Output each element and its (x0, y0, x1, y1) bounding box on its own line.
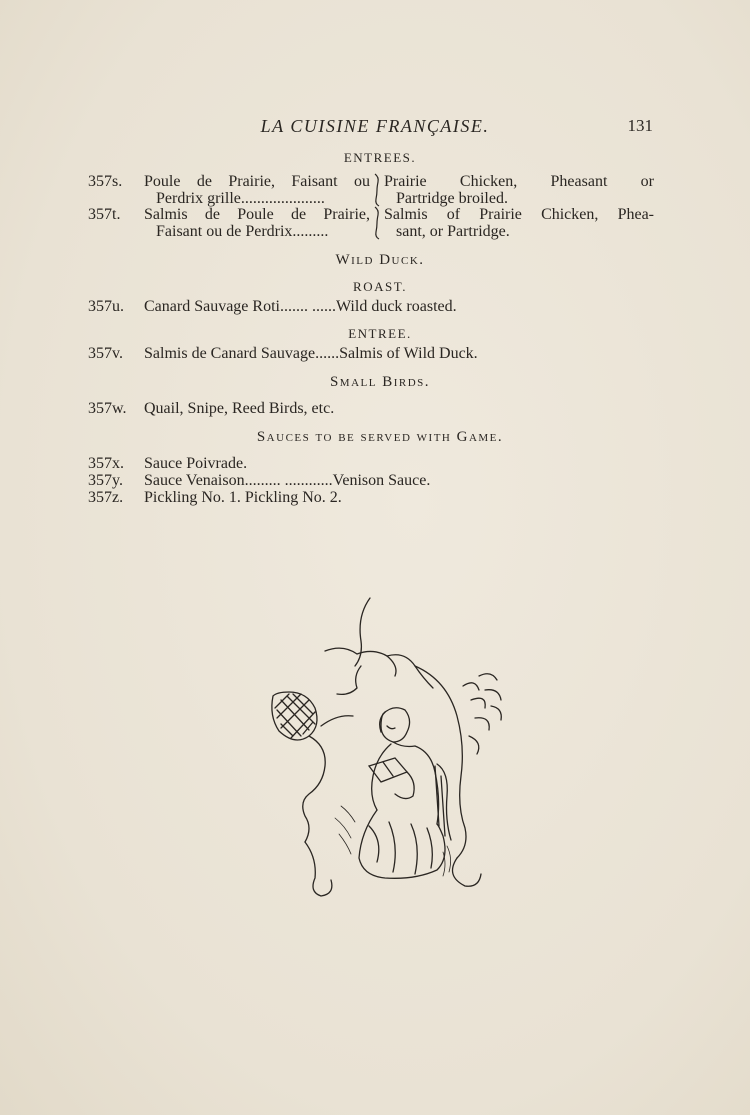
item-french-line-2: Perdrix grille..................... (156, 190, 325, 207)
item-number: 357z. (88, 489, 124, 506)
item-text: Pickling No. 1. Pickling No. 2. (144, 489, 342, 506)
section-heading-small-birds: Small Birds. (329, 374, 431, 390)
item-french-line-1: Salmis de Poule de Prairie, (144, 206, 370, 223)
item-english-line-1: Prairie Chicken, Pheasant or (384, 173, 654, 190)
menu-item-357z (88, 489, 658, 507)
item-number: 357t. (88, 206, 121, 223)
item-english-line-2: sant, or Partridge. (396, 223, 510, 240)
item-text: Canard Sauvage Roti....... ......Wild duck roasted. (144, 298, 457, 315)
item-number: 357v. (88, 345, 123, 362)
item-french-line-1: Poule de Prairie, Faisant ou (144, 173, 370, 190)
menu-item-357u (88, 298, 658, 316)
brace-icon (371, 206, 383, 244)
menu-item-357y (88, 472, 658, 490)
section-heading-entree: ENTREE. (348, 326, 412, 341)
section-heading-roast: ROAST. (353, 279, 407, 294)
item-text: Sauce Venaison......... ............Venison Sauce. (144, 472, 431, 489)
item-french-line-2: Faisant ou de Perdrix......... (156, 223, 329, 240)
menu-item-357v (88, 345, 658, 363)
item-text: Salmis de Canard Sauvage......Salmis of Wild Duck. (144, 345, 478, 362)
item-number: 357u. (88, 298, 124, 315)
item-text: Sauce Poivrade. (144, 455, 248, 472)
item-text: Quail, Snipe, Reed Birds, etc. (144, 400, 335, 417)
menu-item-357w (88, 400, 658, 418)
running-title: LA CUISINE FRANÇAISE. (260, 116, 490, 136)
vignette-woman-reading-icon (265, 596, 510, 901)
section-heading-entrees: ENTREES. (343, 150, 417, 165)
item-number: 357y. (88, 472, 123, 489)
item-number: 357s. (88, 173, 123, 190)
item-english-line-2: Partridge broiled. (396, 190, 508, 207)
section-heading-sauces: Sauces to be served with Game. (256, 429, 504, 445)
menu-item-357x (88, 455, 658, 473)
item-number: 357x. (88, 455, 124, 472)
item-english-line-1: Salmis of Prairie Chicken, Phea- (384, 206, 654, 223)
page-number: 131 (627, 116, 653, 135)
section-heading-wild-duck: Wild Duck. (335, 252, 425, 268)
item-number: 357w. (88, 400, 127, 417)
